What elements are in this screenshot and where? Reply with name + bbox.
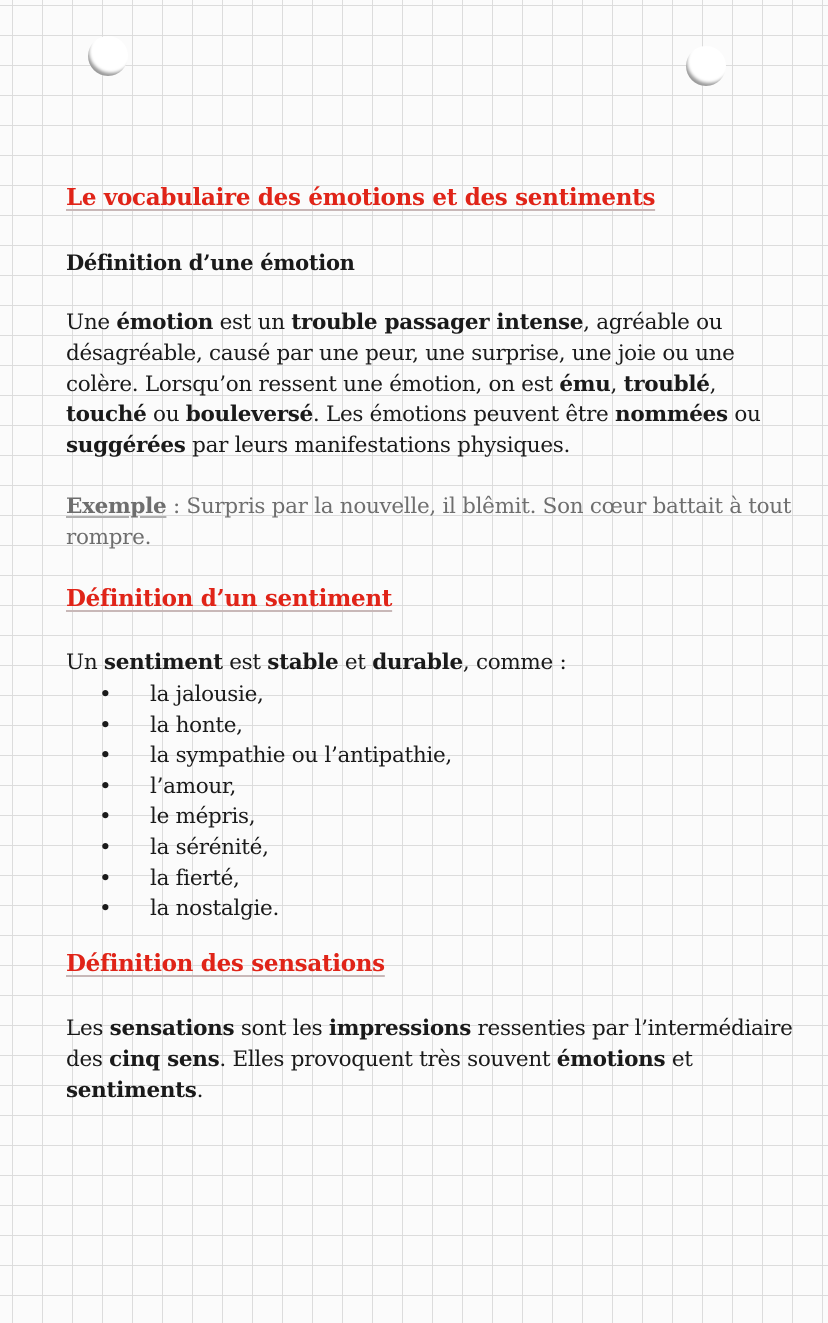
list-item <box>66 894 452 925</box>
bullet-icon: • <box>99 865 112 891</box>
list-item-text: la sérénité, <box>150 834 269 860</box>
bullet-icon: • <box>99 896 112 922</box>
bold-term: trouble passager intense <box>291 310 584 335</box>
bold-term: sensations <box>109 1016 235 1041</box>
list-item <box>66 680 452 711</box>
list-item <box>66 711 452 742</box>
bold-term: nommées <box>615 402 728 428</box>
list-item-text: la fierté, <box>150 865 240 891</box>
bold-term: bouleversé <box>185 402 313 428</box>
punch-hole-left <box>88 36 128 76</box>
bold-term: touché <box>66 402 147 428</box>
bold-term: durable <box>372 650 463 675</box>
bold-term: suggérées <box>66 433 186 459</box>
example-paragraph <box>66 492 796 554</box>
page-title: Le vocabulaire des émotions et des sentiments <box>66 184 656 211</box>
bullet-icon: • <box>99 743 112 769</box>
section-heading-sensations: Définition des sensations <box>66 950 385 977</box>
example-text: : Surpris par la nouvelle, il blêmit. Son cœur battait à tout rompre. <box>66 494 792 550</box>
bold-term: émotions <box>556 1046 666 1072</box>
list-item-text: la jalousie, <box>150 682 264 707</box>
list-item-text: la honte, <box>150 712 243 738</box>
bold-term: sentiment <box>103 650 223 675</box>
list-item <box>66 802 452 833</box>
section-heading-emotion: Définition d’une émotion <box>66 250 355 275</box>
emotion-definition-paragraph: Une émotion est un trouble passager intense, agréable ou désagréable, causé par une peur, une surprise, une joie ou une colère. Lorsqu’on ressent une émotion, on est ému, troublé, touché ou bouleversé. Les émotions peuvent être nommées ou suggérées par leurs manifestations physiques. <box>66 310 761 459</box>
list-item-text: le mépris, <box>150 804 256 830</box>
bullet-icon: • <box>99 834 112 860</box>
bullet-icon: • <box>99 682 112 707</box>
list-item <box>66 772 452 803</box>
bold-term: sentiments <box>66 1077 197 1103</box>
list-item-text: la nostalgie. <box>150 896 279 922</box>
punch-hole-right <box>686 46 726 86</box>
bold-term: impressions <box>328 1016 472 1041</box>
sensations-paragraph: Les sensations sont les impressions ressenties par l’intermédiaire des cinq sens. Elles provoquent très souvent émotions et sentiments. <box>66 1016 793 1103</box>
list-item-text: l’amour, <box>150 773 237 799</box>
example-label: Exemple <box>66 494 167 519</box>
sentiment-list <box>66 680 452 925</box>
bold-term: émotion <box>116 310 214 335</box>
list-item-text: la sympathie ou l’antipathie, <box>150 743 452 769</box>
section-heading-sentiment: Définition d’un sentiment <box>66 585 393 612</box>
list-item <box>66 833 452 864</box>
list-item <box>66 864 452 895</box>
sentiment-intro-paragraph: Un sentiment est stable et durable, comme : <box>66 650 567 675</box>
bullet-icon: • <box>99 712 112 738</box>
list-item <box>66 741 452 772</box>
bold-term: cinq sens <box>109 1046 220 1072</box>
bullet-icon: • <box>99 804 112 830</box>
bold-term: troublé <box>623 371 710 397</box>
bold-term: ému <box>559 371 611 397</box>
bullet-icon: • <box>99 773 112 799</box>
bold-term: stable <box>267 650 339 675</box>
